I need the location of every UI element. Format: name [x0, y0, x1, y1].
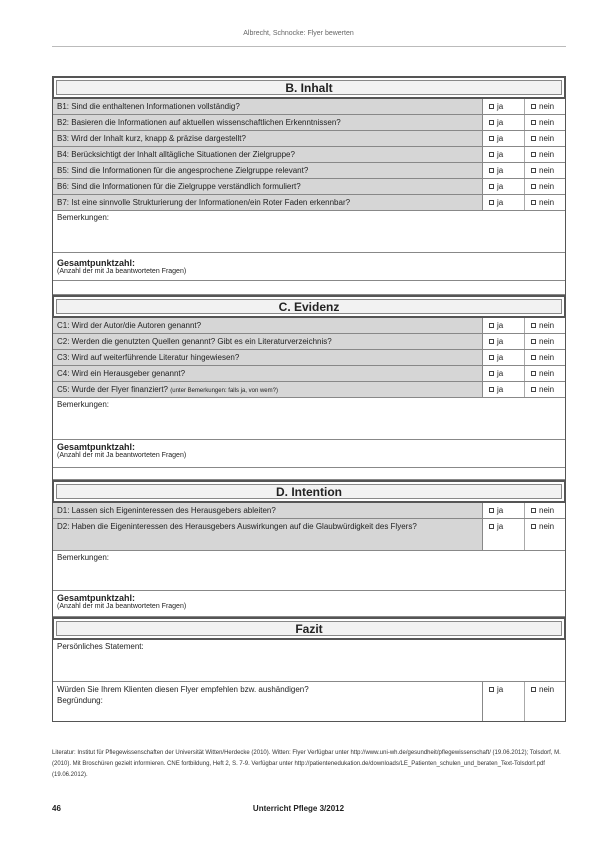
no-option[interactable]: nein [525, 163, 567, 178]
question-row [53, 163, 565, 179]
question-text: B1: Sind die enthaltenen Informationen vollständig? [53, 99, 483, 114]
score-subtitle: (Anzahl der mit Ja beantworteten Fragen) [57, 452, 187, 459]
checkbox-icon[interactable] [531, 184, 536, 189]
yes-option[interactable]: ja [483, 131, 525, 146]
personal-statement-field[interactable]: Persönliches Statement: [53, 640, 565, 682]
yes-option[interactable]: ja [483, 503, 525, 518]
checkbox-icon[interactable] [531, 168, 536, 173]
checkbox-icon[interactable] [531, 200, 536, 205]
checkbox-icon[interactable] [531, 104, 536, 109]
question-text: B6: Sind die Informationen für die Zielgruppe verständlich formuliert? [53, 179, 483, 194]
question-row [53, 147, 565, 163]
header-rule [52, 46, 566, 47]
recommendation-question: Würden Sie Ihrem Klienten diesen Flyer empfehlen bzw. aushändigen? Begründung: [53, 682, 483, 721]
score-title: Gesamtpunktzahl: [57, 258, 136, 268]
score-subtitle: (Anzahl der mit Ja beantworteten Fragen) [57, 268, 187, 275]
checkbox-icon[interactable] [531, 136, 536, 141]
question-text: B7: Ist eine sinnvolle Strukturierung der Informationen/ein Roter Faden erkennbar? [53, 195, 483, 210]
question-text: B5: Sind die Informationen für die angesprochene Zielgruppe relevant? [53, 163, 483, 178]
checkbox-icon[interactable] [489, 371, 494, 376]
yes-option[interactable]: ja [483, 99, 525, 114]
checkbox-icon[interactable] [489, 152, 494, 157]
checkbox-icon[interactable] [489, 120, 494, 125]
question-row [53, 99, 565, 115]
yes-option[interactable]: ja [483, 179, 525, 194]
question-row [53, 318, 565, 334]
no-option[interactable]: nein [525, 382, 567, 397]
checkbox-icon[interactable] [489, 524, 494, 529]
section-title-evidenz: C. Evidenz [53, 295, 565, 318]
no-option[interactable]: nein [525, 366, 567, 381]
intention-questions [53, 503, 565, 551]
yes-option[interactable]: ja [483, 115, 525, 130]
checkbox-icon[interactable] [531, 323, 536, 328]
question-row [53, 334, 565, 350]
yes-option[interactable]: ja [483, 382, 525, 397]
yes-option[interactable]: ja [483, 195, 525, 210]
no-option[interactable]: nein [525, 334, 567, 349]
evidenz-questions [53, 318, 565, 398]
no-option[interactable]: nein [525, 350, 567, 365]
checkbox-icon[interactable] [531, 687, 536, 692]
spacer [53, 468, 565, 480]
checkbox-icon[interactable] [489, 323, 494, 328]
question-row [53, 382, 565, 398]
checkbox-icon[interactable] [531, 120, 536, 125]
journal-title: Unterricht Pflege 3/2012 [252, 804, 345, 813]
no-option[interactable]: nein [525, 99, 567, 114]
checkbox-icon[interactable] [531, 152, 536, 157]
remarks-field[interactable]: Bemerkungen: [53, 398, 565, 440]
checkbox-icon[interactable] [531, 508, 536, 513]
remarks-field[interactable]: Bemerkungen: [53, 551, 565, 591]
literature-footnote: Literatur: Institut für Pflegewissenschaften der Universität Witten/Herdecke (2010). Witten: Flyer Verfügbar unter http://www.uni-wh.de/gesundheit/pflegewissenschaft/ (19.06.2012); Tolsdorf, M. (2010). Mit Broschüren gezielt informieren. CNE fortbildung, Heft 2, S. 7-9. Verfügbar unter http://patientenedukation.de/downloads/LE_Patienten_schulen_und_beraten_Text-Tolsdorf.pdf (19.06.2012). [52, 750, 561, 778]
question-row [53, 519, 565, 551]
no-option[interactable]: nein [525, 115, 567, 130]
question-text: B4: Berücksichtigt der Inhalt alltägliche Situationen der Zielgruppe? [53, 147, 483, 162]
yes-option[interactable]: ja [483, 350, 525, 365]
total-score-evidenz [53, 440, 565, 468]
yes-option[interactable]: ja [483, 318, 525, 333]
score-title: Gesamtpunktzahl: [57, 442, 136, 452]
question-text: C4: Wird ein Herausgeber genannt? [53, 366, 483, 381]
checkbox-icon[interactable] [531, 387, 536, 392]
checkbox-icon[interactable] [489, 687, 494, 692]
checkbox-icon[interactable] [489, 387, 494, 392]
section-title-intention: D. Intention [53, 480, 565, 503]
checkbox-icon[interactable] [489, 136, 494, 141]
yes-option[interactable]: ja [483, 519, 525, 550]
checkbox-icon[interactable] [531, 355, 536, 360]
evaluation-form [52, 76, 566, 722]
question-text: C2: Werden die genutzten Quellen genannt? Gibt es ein Literaturverzeichnis? [53, 334, 483, 349]
question-text: D1: Lassen sich Eigeninteressen des Herausgebers ableiten? [53, 503, 483, 518]
checkbox-icon[interactable] [489, 355, 494, 360]
checkbox-icon[interactable] [489, 508, 494, 513]
question-text: C5: Wurde der Flyer finanziert? (unter Bemerkungen: falls ja, von wem?) [53, 382, 483, 397]
no-option[interactable]: nein [525, 519, 567, 550]
question-text: C3: Wird auf weiterführende Literatur hingewiesen? [53, 350, 483, 365]
question-row [53, 350, 565, 366]
question-row [53, 115, 565, 131]
yes-option[interactable]: ja [483, 334, 525, 349]
total-score-inhalt [53, 253, 565, 281]
score-subtitle: (Anzahl der mit Ja beantworteten Fragen) [57, 603, 187, 610]
no-option[interactable]: nein [525, 682, 567, 721]
no-option[interactable]: nein [525, 131, 567, 146]
question-row [53, 131, 565, 147]
question-text: B3: Wird der Inhalt kurz, knapp & präzise dargestellt? [53, 131, 483, 146]
checkbox-icon[interactable] [531, 339, 536, 344]
checkbox-icon[interactable] [531, 524, 536, 529]
reason-label: Begründung: [57, 696, 103, 705]
page-number: 46 [52, 804, 61, 813]
checkbox-icon[interactable] [489, 168, 494, 173]
yes-option[interactable]: ja [483, 163, 525, 178]
question-row [53, 179, 565, 195]
total-score-intention [53, 591, 565, 617]
question-row [53, 503, 565, 519]
question-text: D2: Haben die Eigeninteressen des Herausgebers Auswirkungen auf die Glaubwürdigkeit des Flyers? [53, 519, 483, 550]
no-option[interactable]: nein [525, 147, 567, 162]
question-row [53, 195, 565, 211]
checkbox-icon[interactable] [489, 200, 494, 205]
remarks-field[interactable]: Bemerkungen: [53, 211, 565, 253]
section-title-inhalt: B. Inhalt [53, 76, 565, 99]
question-note: (unter Bemerkungen: falls ja, von wem?) [170, 388, 278, 394]
yes-option[interactable]: ja [483, 682, 525, 721]
score-title: Gesamtpunktzahl: [57, 593, 136, 603]
inhalt-questions [53, 99, 565, 211]
recommendation-row [53, 682, 565, 722]
no-option[interactable]: nein [525, 195, 567, 210]
no-option[interactable]: nein [525, 318, 567, 333]
spacer [53, 281, 565, 295]
checkbox-icon[interactable] [489, 104, 494, 109]
question-text: C1: Wird der Autor/die Autoren genannt? [53, 318, 483, 333]
running-header: Albrecht, Schnocke: Flyer bewerten [243, 30, 354, 37]
yes-option[interactable]: ja [483, 366, 525, 381]
checkbox-icon[interactable] [531, 371, 536, 376]
checkbox-icon[interactable] [489, 339, 494, 344]
yes-option[interactable]: ja [483, 147, 525, 162]
no-option[interactable]: nein [525, 179, 567, 194]
question-text: B2: Basieren die Informationen auf aktuellen wissenschaftlichen Erkenntnissen? [53, 115, 483, 130]
section-title-fazit: Fazit [53, 617, 565, 640]
question-row [53, 366, 565, 382]
checkbox-icon[interactable] [489, 184, 494, 189]
no-option[interactable]: nein [525, 503, 567, 518]
